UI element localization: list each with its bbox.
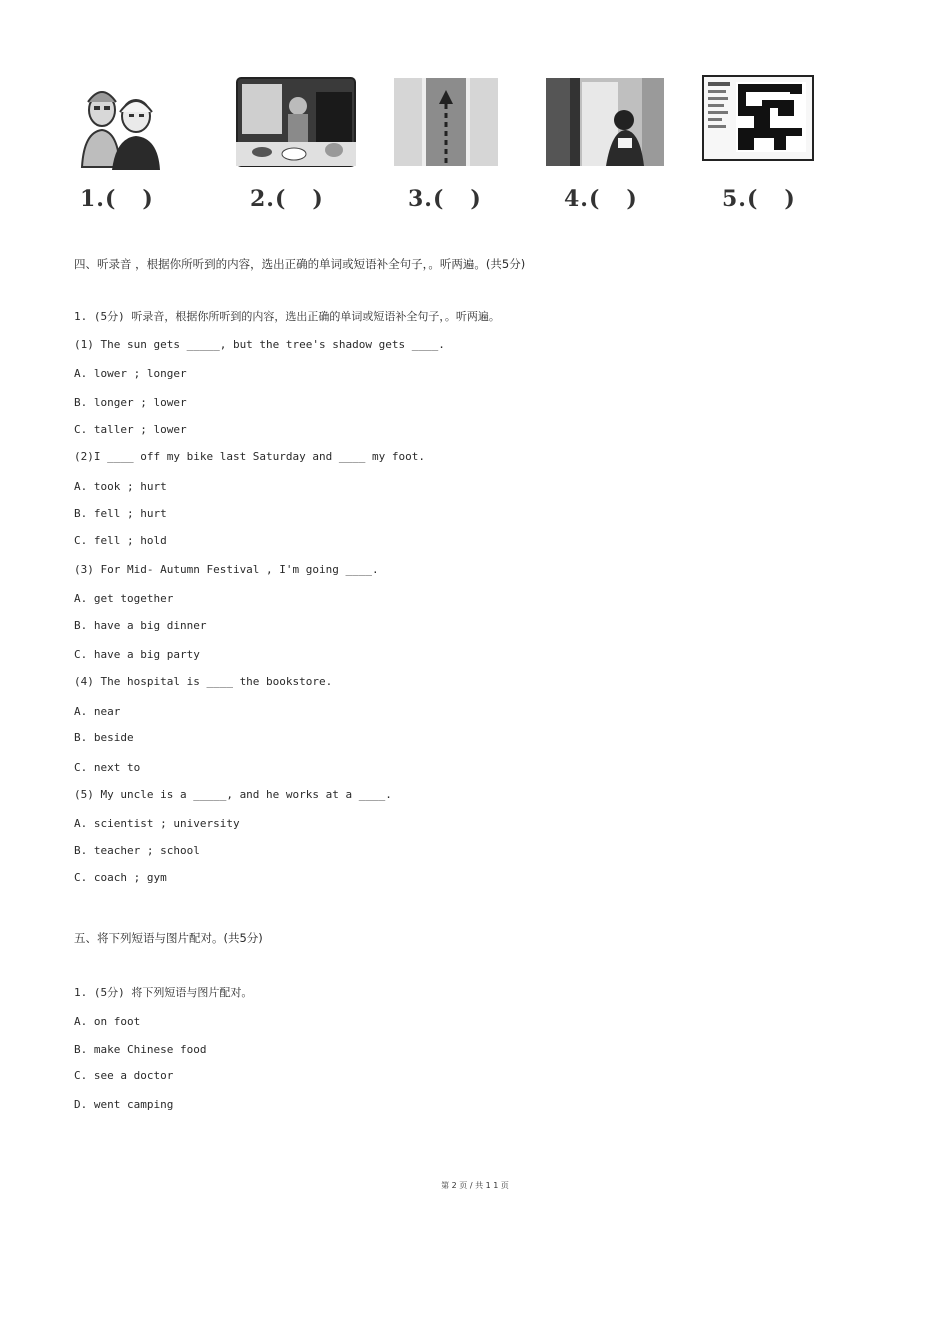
picture-1-answer-label: 1.( )	[80, 186, 154, 212]
question-2-option-b: B. fell ; hurt	[74, 507, 167, 520]
section-4-question: 1. (5分) 听录音，根据你所听到的内容，选出正确的单词或短语补全句子，。听两遍。	[74, 310, 500, 323]
question-2-stem: (2)I ____ off my bike last Saturday and ____ my foot.	[74, 450, 425, 463]
question-5-stem: (5) My uncle is a _____, and he works at a ____.	[74, 788, 392, 801]
picture-3-answer-label: 3.( )	[408, 186, 482, 212]
section-5-option-d: D. went camping	[74, 1098, 174, 1111]
section-5-title: 五、将下列短语与图片配对。(共5分)	[74, 931, 263, 945]
page-number-footer: 第 2 页 / 共 1 1 页	[441, 1181, 509, 1190]
picture-4-answer-label: 4.( )	[564, 186, 638, 212]
question-1-stem: (1) The sun gets _____, but the tree's shadow gets ____.	[74, 338, 445, 351]
question-1-option-c: C. taller ; lower	[74, 423, 187, 436]
question-3-option-a: A. get together	[74, 592, 174, 605]
picture-1-two-people	[78, 72, 162, 170]
section-5-question: 1. (5分) 将下列短语与图片配对。	[74, 986, 253, 999]
question-4-stem: (4) The hospital is ____ the bookstore.	[74, 675, 333, 688]
section-5-option-a: A. on foot	[74, 1015, 141, 1028]
section-5-option-b: B. make Chinese food	[74, 1043, 207, 1056]
question-3-option-b: B. have a big dinner	[74, 619, 207, 632]
question-1-option-b: B. longer ; lower	[74, 396, 187, 409]
question-1-option-a: A. lower ; longer	[74, 367, 187, 380]
question-4-option-c: C. next to	[74, 761, 141, 774]
section-5-option-c: C. see a doctor	[74, 1069, 174, 1082]
question-3-stem: (3) For Mid- Autumn Festival , I'm going ____.	[74, 563, 379, 576]
picture-4-girl-at-window	[546, 72, 664, 170]
picture-3-road-arrow	[394, 72, 498, 170]
picture-5-maze-poster	[702, 72, 814, 170]
question-2-option-c: C. fell ; hold	[74, 534, 167, 547]
picture-5-answer-label: 5.( )	[722, 186, 796, 212]
picture-2-answer-label: 2.( )	[250, 186, 324, 212]
question-4-option-a: A. near	[74, 705, 121, 718]
picture-2-cooking-scene	[236, 72, 356, 170]
question-5-option-c: C. coach ; gym	[74, 871, 167, 884]
question-5-option-a: A. scientist ; university	[74, 817, 240, 830]
question-4-option-b: B. beside	[74, 731, 134, 744]
question-5-option-b: B. teacher ; school	[74, 844, 200, 857]
question-2-option-a: A. took ; hurt	[74, 480, 167, 493]
section-4-title: 四、听录音 ，根据你所听到的内容，选出正确的单词或短语补全句子，。听两遍。(共5分)	[74, 257, 526, 271]
question-3-option-c: C. have a big party	[74, 648, 200, 661]
